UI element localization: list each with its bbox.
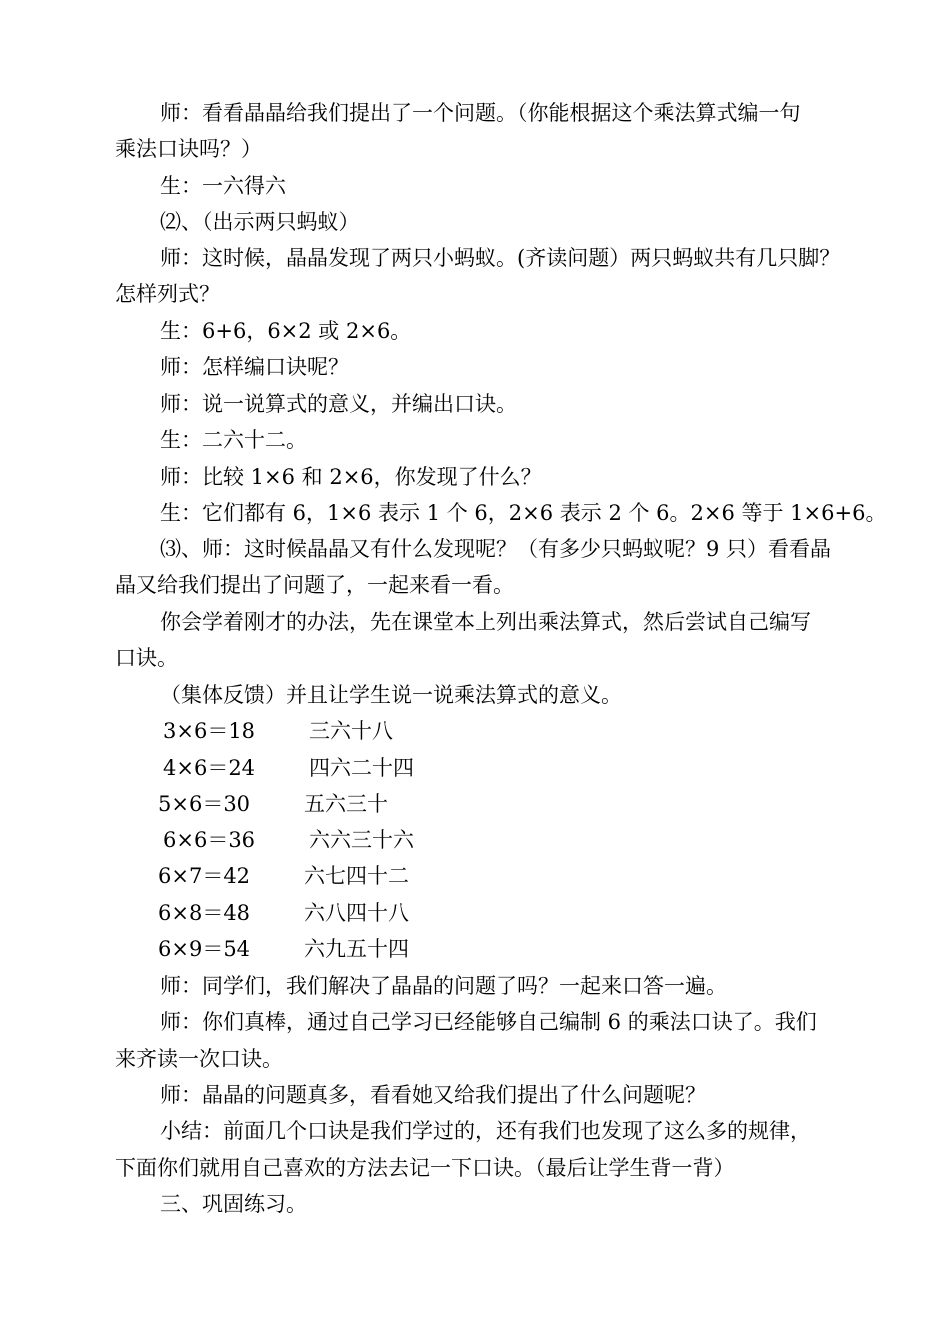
text-line: 师：晶晶的问题真多，看看她又给我们提出了什么问题呢？ (160, 1083, 706, 1107)
formula-rhyme: 五六三十 (304, 792, 388, 816)
formula-rhyme: 六九五十四 (304, 937, 409, 961)
text-line: 小结：前面几个口诀是我们学过的，还有我们也发现了这么多的规律， (160, 1119, 811, 1143)
text-line: 怎样列式？ (115, 282, 220, 306)
text-line: 晶又给我们提出了问题了，一起来看一看。 (115, 573, 514, 597)
formula-equation: 4×6＝24 (163, 756, 256, 780)
formula-rhyme: 六八四十八 (304, 901, 409, 925)
text-line: 口诀。 (115, 646, 178, 670)
text-line: 生：一六得六 (160, 174, 286, 198)
formula-rhyme: 六六三十六 (309, 828, 414, 852)
formula-rhyme: 六七四十二 (304, 864, 409, 888)
formula-rhyme: 三六十八 (309, 719, 393, 743)
text-line: 生：它们都有 6，1×6 表示 1 个 6，2×6 表示 2 个 6。2×6 等于 1×6+6。 (160, 501, 887, 525)
text-line: 师：比较 1×6 和 2×6，你发现了什么？ (160, 465, 542, 489)
text-line: 师：你们真棒，通过自己学习已经能够自己编制 6 的乘法口诀了。我们 (160, 1010, 817, 1034)
text-line: 师：看看晶晶给我们提出了一个问题。（你能根据这个乘法算式编一句 (160, 101, 801, 125)
formula-equation: 6×6＝36 (163, 828, 256, 852)
text-line: ⑵、（出示两只蚂蚁） (160, 210, 360, 234)
text-line: 生：6+6，6×2 或 2×6。 (160, 319, 412, 343)
formula-equation: 6×8＝48 (158, 901, 251, 925)
text-line: 来齐读一次口诀。 (115, 1047, 283, 1071)
text-line: 师：怎样编口诀呢？ (160, 355, 349, 379)
text-line: ⑶、师：这时候晶晶又有什么发现呢？（有多少只蚂蚁呢？9 只）看看晶 (160, 537, 832, 561)
formula-equation: 3×6＝18 (163, 719, 256, 743)
text-line: 乘法口诀吗？） (115, 137, 262, 161)
section-heading: 三、巩固练习。 (160, 1192, 307, 1216)
text-line: 下面你们就用自己喜欢的方法去记一下口诀。（最后让学生背一背） (115, 1156, 735, 1180)
formula-equation: 6×9＝54 (158, 937, 251, 961)
text-line: 你会学着刚才的办法，先在课堂本上列出乘法算式，然后尝试自己编写 (160, 610, 811, 634)
text-line: 师：同学们，我们解决了晶晶的问题了吗？一起来口答一遍。 (160, 974, 727, 998)
formula-equation: 5×6＝30 (158, 792, 251, 816)
text-line: 师：说一说算式的意义，并编出口诀。 (160, 392, 517, 416)
formula-rhyme: 四六二十四 (309, 756, 414, 780)
text-line: （集体反馈）并且让学生说一说乘法算式的意义。 (160, 683, 622, 707)
formula-equation: 6×7＝42 (158, 864, 251, 888)
text-line: 师：这时候，晶晶发现了两只小蚂蚁。(齐读问题）两只蚂蚁共有几只脚？ (160, 246, 841, 270)
text-line: 生：二六十二。 (160, 428, 307, 452)
